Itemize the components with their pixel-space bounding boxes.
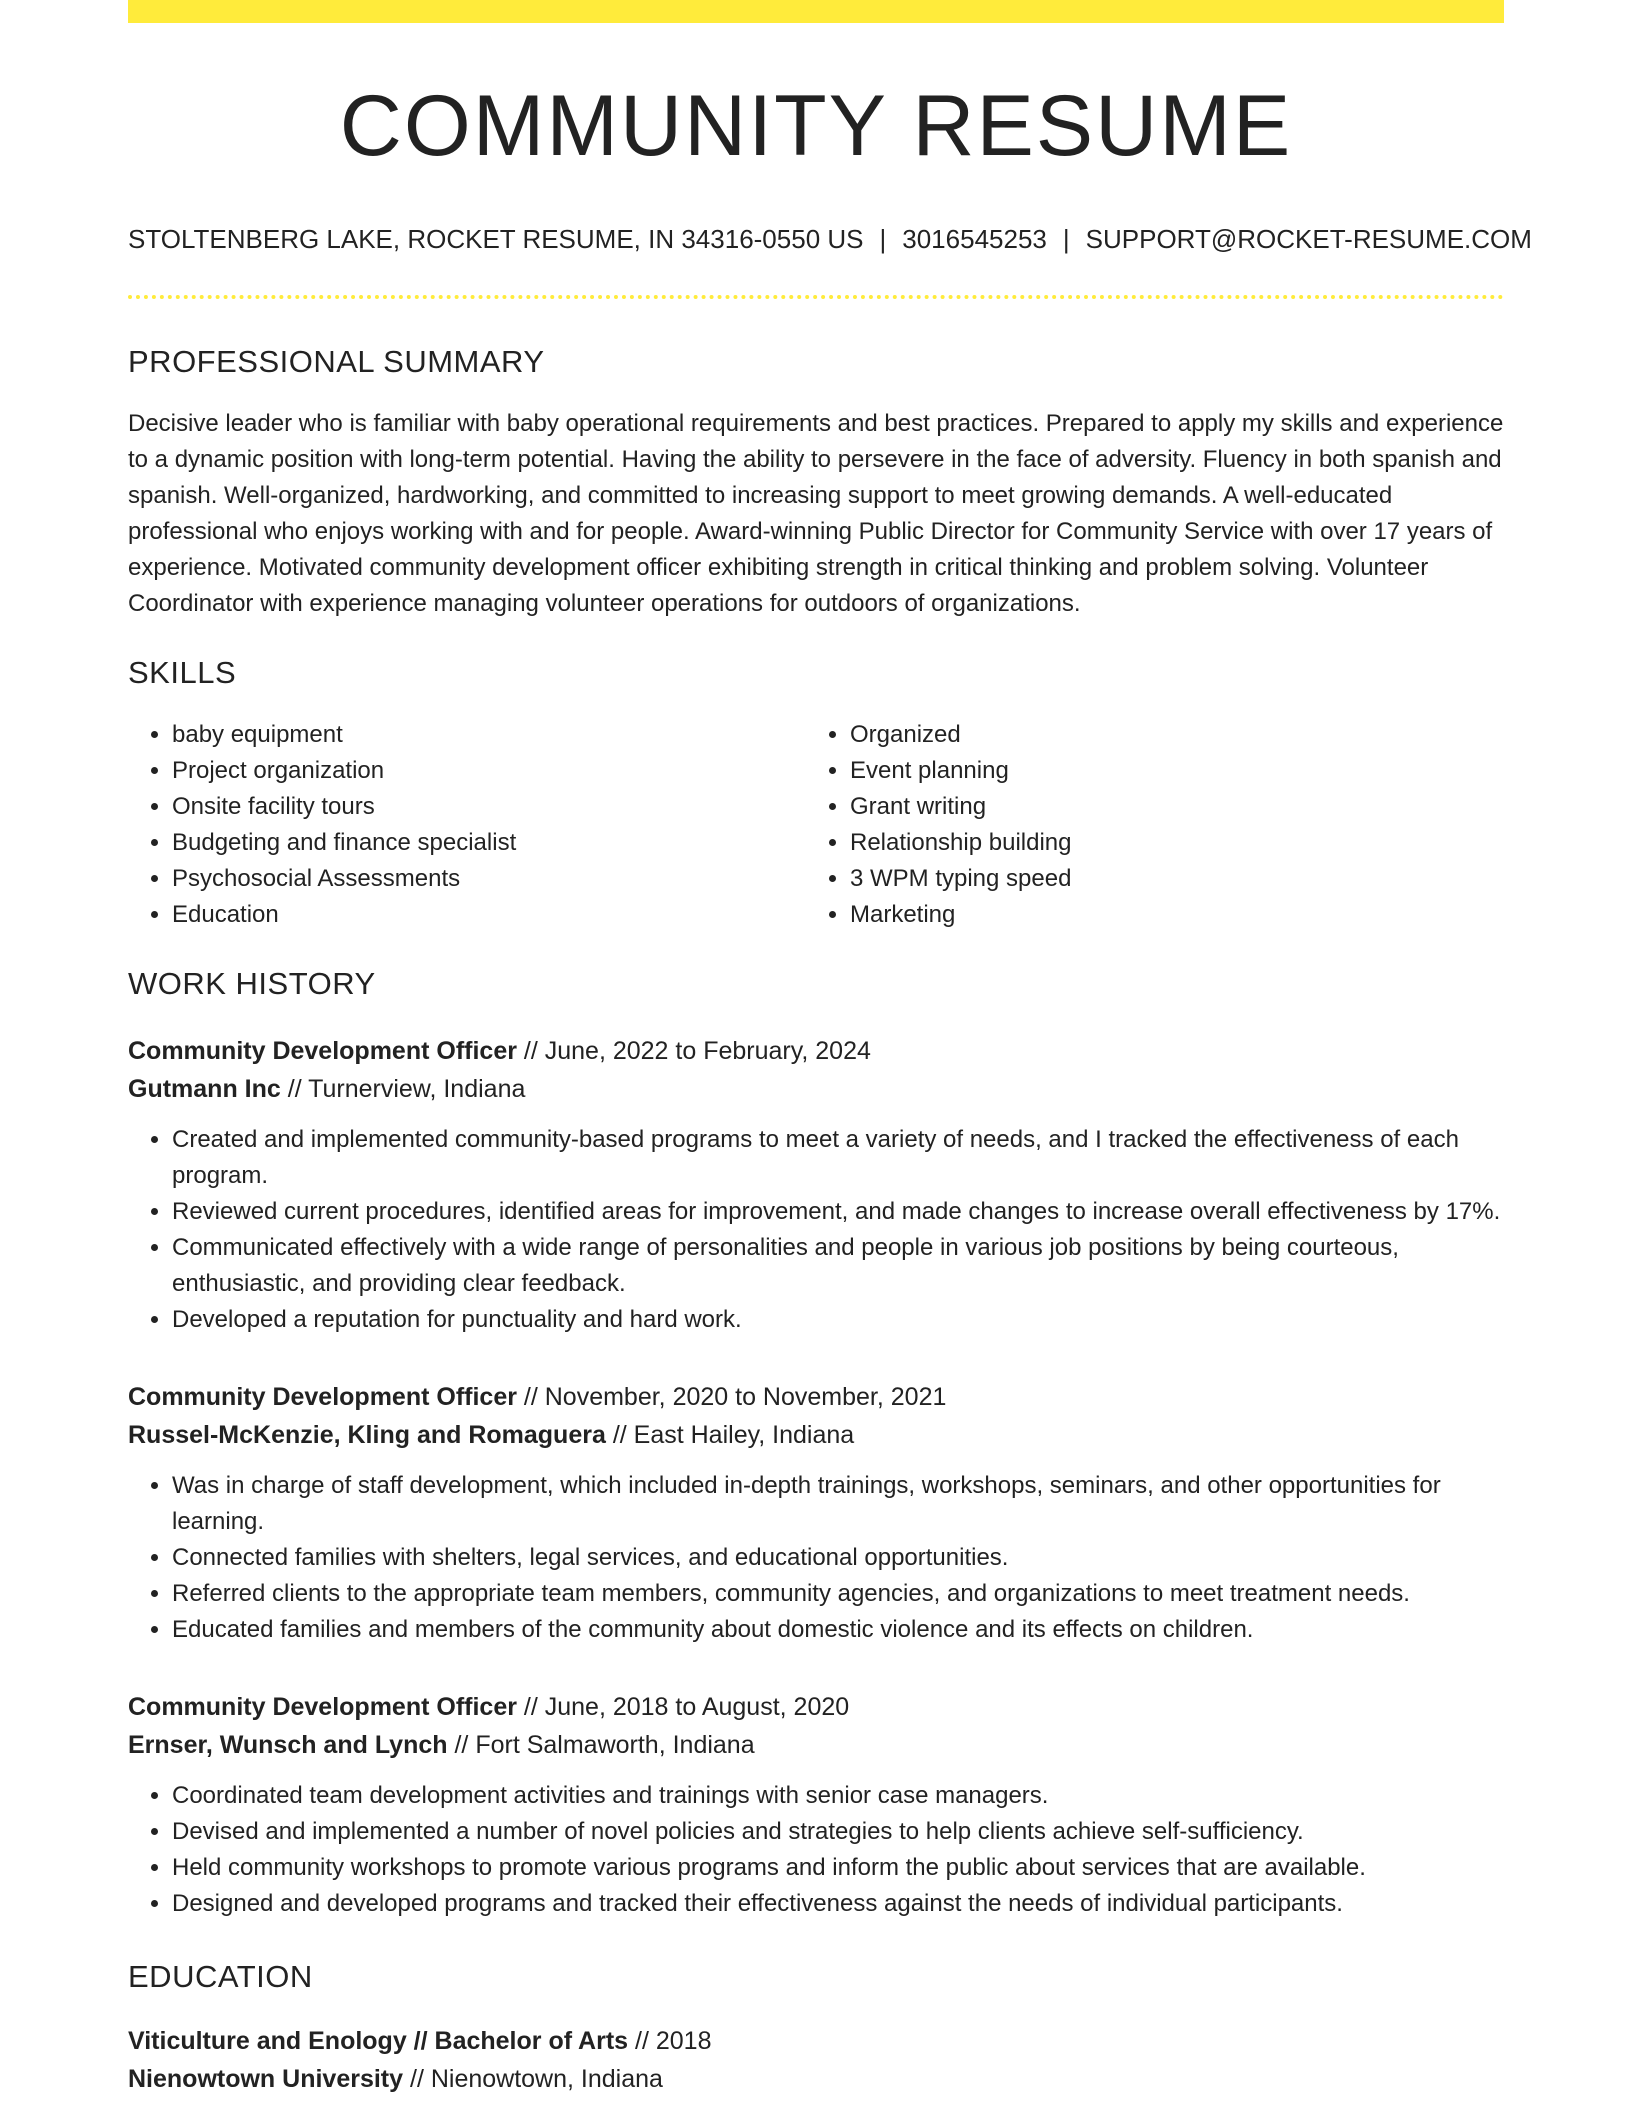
job-title-line — [128, 1032, 1504, 1070]
summary-heading: PROFESSIONAL SUMMARY — [128, 343, 545, 379]
job-dates: // June, 2018 to August, 2020 — [516, 1693, 850, 1722]
skills-heading: SKILLS — [128, 654, 237, 690]
skill-item: • Psychosocial Assessments — [172, 861, 806, 897]
skills-list-left — [128, 717, 806, 933]
job-company: Ernser, Wunsch and Lynch — [128, 1731, 448, 1760]
work-history-heading: WORK HISTORY — [128, 966, 376, 1002]
job-dates: // June, 2022 to February, 2024 — [516, 1037, 871, 1066]
job-bullets — [128, 1122, 1504, 1338]
skill-item: • Budgeting and finance specialist — [172, 825, 806, 861]
job-bullet: • Was in charge of staff development, which included in-depth trainings, workshops, seminars, and other opportunities for learning. — [172, 1468, 1504, 1540]
job-bullet: • Coordinated team development activities and trainings with senior case managers. — [172, 1778, 1504, 1814]
contact-separator: | — [879, 223, 887, 254]
job-entry — [128, 1378, 1504, 1648]
job-title: Community Development Officer — [128, 1383, 517, 1412]
job-title-line — [128, 1688, 1504, 1726]
skill-item: • Onsite facility tours — [172, 789, 806, 825]
job-bullet: • Held community workshops to promote various programs and inform the public about services that are available. — [172, 1850, 1504, 1886]
job-bullet: • Referred clients to the appropriate team members, community agencies, and organizations to meet treatment needs. — [172, 1576, 1504, 1612]
job-dates: // November, 2020 to November, 2021 — [516, 1383, 947, 1412]
skill-item: • Organized — [850, 717, 1504, 753]
education-location: // Nienowtown, Indiana — [403, 2064, 663, 2093]
education-heading: EDUCATION — [128, 1959, 313, 1995]
job-location: // Turnerview, Indiana — [280, 1075, 526, 1104]
skill-item: • Relationship building — [850, 825, 1504, 861]
contact-separator: | — [1062, 223, 1070, 254]
job-location: // Fort Salmaworth, Indiana — [447, 1731, 755, 1760]
resume-title: COMMUNITY RESUME — [339, 78, 1293, 174]
job-company-line — [128, 1416, 1504, 1454]
dotted-divider — [128, 295, 1504, 299]
contact-address: STOLTENBERG LAKE, ROCKET RESUME, IN 34316-0550 US — [128, 223, 864, 254]
education-degree: Viticulture and Enology // Bachelor of Arts — [128, 2026, 629, 2055]
education-degree-line — [128, 2022, 1504, 2060]
job-bullet: • Educated families and members of the community about domestic violence and its effects on children. — [172, 1612, 1504, 1648]
summary-text: Decisive leader who is familiar with baby operational requirements and best practices. Prepared to apply my skills and experience to a dynamic position with long-term potential. Having the ability to persevere in the face of adversity. Fluency in both spanish and spanish. Well-organized, hardworking, and committed to increasing support to meet growing demands. A well-educated professional who enjoys working with and for people. Award-winning Public Director for Community Service with over 17 years of experience. Motivated community development officer exhibiting strength in critical thinking and problem solving. Volunteer Coordinator with experience managing volunteer operations for outdoors of organizations. — [128, 409, 1504, 617]
job-entry — [128, 1032, 1504, 1338]
resume-page — [128, 0, 1532, 2098]
skills-list-right — [806, 717, 1504, 933]
skill-item: • Education — [172, 897, 806, 933]
job-company: Russel-McKenzie, Kling and Romaguera — [128, 1421, 606, 1450]
job-title: Community Development Officer — [128, 1693, 517, 1722]
job-title-line — [128, 1378, 1504, 1416]
job-entry — [128, 1688, 1504, 1922]
skills-grid — [128, 717, 1504, 933]
job-bullet: • Created and implemented community-based programs to meet a variety of needs, and I tracked the effectiveness of each program. — [172, 1122, 1504, 1194]
job-title: Community Development Officer — [128, 1037, 517, 1066]
job-bullet: • Designed and developed programs and tracked their effectiveness against the needs of individual participants. — [172, 1886, 1504, 1922]
job-bullet: • Devised and implemented a number of novel policies and strategies to help clients achieve self-sufficiency. — [172, 1814, 1504, 1850]
job-company-line — [128, 1070, 1504, 1108]
job-company-line — [128, 1726, 1504, 1764]
job-bullet: • Connected families with shelters, legal services, and educational opportunities. — [172, 1540, 1504, 1576]
job-bullets — [128, 1778, 1504, 1922]
education-entry — [128, 2022, 1504, 2098]
job-bullet: • Reviewed current procedures, identified areas for improvement, and made changes to increase overall effectiveness by 17%. — [172, 1194, 1504, 1230]
education-year: // 2018 — [628, 2026, 712, 2055]
accent-top-bar — [128, 0, 1504, 23]
job-bullets — [128, 1468, 1504, 1648]
skill-item: • Marketing — [850, 897, 1504, 933]
job-company: Gutmann Inc — [128, 1075, 281, 1104]
education-school: Nienowtown University — [128, 2064, 404, 2093]
education-school-line — [128, 2060, 1504, 2098]
skill-item: • Event planning — [850, 753, 1504, 789]
skill-item: • 3 WPM typing speed — [850, 861, 1504, 897]
job-location: // East Hailey, Indiana — [605, 1421, 855, 1450]
skill-item: • Project organization — [172, 753, 806, 789]
skill-item: • baby equipment — [172, 717, 806, 753]
contact-info — [128, 223, 1532, 255]
contact-email: SUPPORT@ROCKET-RESUME.COM — [1085, 223, 1532, 254]
skill-item: • Grant writing — [850, 789, 1504, 825]
contact-phone: 3016545253 — [902, 223, 1047, 254]
job-bullet: • Communicated effectively with a wide range of personalities and people in various job positions by being courteous, enthusiastic, and providing clear feedback. — [172, 1230, 1504, 1302]
job-bullet: • Developed a reputation for punctuality and hard work. — [172, 1302, 1504, 1338]
